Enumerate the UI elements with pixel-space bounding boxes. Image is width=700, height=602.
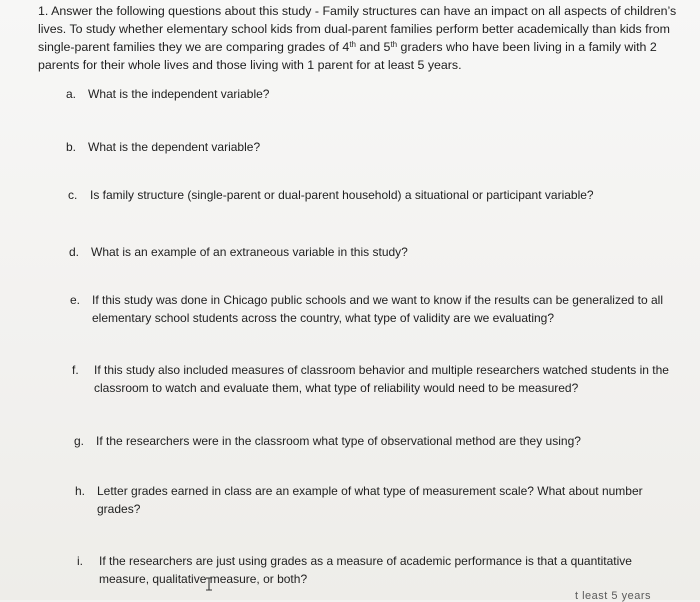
question-a — [66, 85, 666, 103]
question-f — [72, 361, 672, 397]
question-c — [68, 186, 668, 204]
question-text: Is family structure (single-parent or dual-parent household) a situational or participant variable? — [90, 188, 594, 202]
question-e — [70, 291, 670, 327]
intro-superscript-1: th — [349, 40, 356, 49]
question-letter: d. — [69, 245, 80, 259]
question-text: If the researchers were in the classroom what type of observational method are they using? — [96, 434, 581, 448]
partial-bottom-text: t least 5 years — [575, 590, 651, 602]
question-g — [74, 432, 674, 450]
question-text: What is the independent variable? — [88, 87, 270, 101]
question-h — [75, 482, 665, 518]
question-d — [69, 243, 669, 261]
question-letter: b. — [66, 140, 77, 154]
text-cursor-icon — [205, 577, 213, 591]
question-letter: a. — [66, 87, 77, 101]
question-text: If this study was done in Chicago public schools and we want to know if the results can be generalized to all elementary school students across the country, what type of validity are we evaluating? — [92, 293, 663, 325]
intro-text-part2: and 5 — [355, 40, 391, 54]
question-text: What is an example of an extraneous variable in this study? — [91, 245, 408, 259]
question-letter: f. — [72, 363, 79, 377]
question-letter: e. — [70, 293, 81, 307]
question-b — [66, 138, 666, 156]
question-letter: g. — [74, 434, 85, 448]
question-letter: c. — [68, 188, 78, 202]
question-text: Letter grades earned in class are an example of what type of measurement scale? What about number grades? — [97, 484, 643, 516]
intro-text-part1: 1. Answer the following questions about this study - Family structures can have an impact on all aspects of children’s lives. To study whether elementary school kids from dual-parent families perform better academically than kids from single-parent families they we are comparing grades of 4 — [38, 4, 677, 54]
question-letter: i. — [77, 554, 83, 568]
intro-text-part3: graders who have been living in a family with 2 parents for their whole lives and those living with 1 parent for at least 5 years. — [38, 40, 657, 72]
intro-superscript-2: th — [390, 40, 398, 49]
question-text: What is the dependent variable? — [88, 140, 261, 154]
question-1-intro — [38, 2, 686, 74]
question-text: If this study also included measures of classroom behavior and multiple researchers watched students in the classroom to watch and evaluate them, what type of reliability would need to be measured? — [94, 363, 669, 395]
question-letter: h. — [75, 484, 86, 498]
question-i — [77, 552, 667, 588]
question-text: If the researchers are just using grades as a measure of academic performance is that a quantitative measure, qualitative measure, or both? — [99, 554, 632, 586]
